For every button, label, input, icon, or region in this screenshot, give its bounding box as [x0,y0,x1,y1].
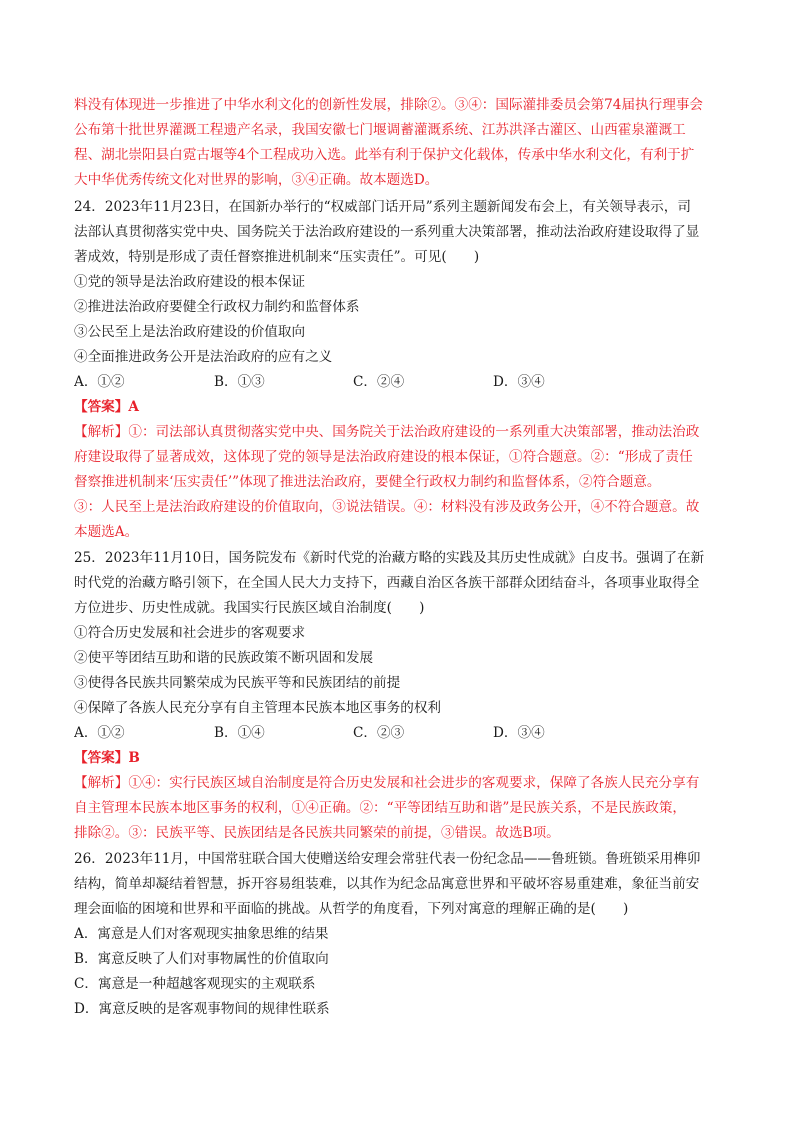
q25-stem-line: 时代党的治藏方略引领下，在全国人民大力支持下，西藏自治区各族干部群众团结奋斗，各项事业取得全 [74,575,700,591]
q24-option-d: D．③④ [493,374,545,390]
q24-stem-line: 法部认真贯彻落实党中央、国务院关于法治政府建设的一系列重大决策部署，推动法治政府建设取得了显 [74,224,700,240]
q25-analysis-line: 排除②。③：民族平等、民族团结是各民族共同繁荣的前提，③错误。故选B项。 [74,825,560,841]
prev-analysis-line: 大中华优秀传统文化对世界的影响，③④正确。故本题选D。 [74,172,439,188]
q25-statement: ③使得各民族共同繁荣成为民族平等和民族团结的前提 [74,675,401,691]
q24-stem-line: 著成效，特别是形成了责任督察推进机制来“压实责任”。可见( ) [74,249,480,265]
q25-analysis-line: 【解析】①④：实行民族区域自治制度是符合历史发展和社会进步的客观要求，保障了各族人民充分享有 [74,775,700,791]
q26-option-b: B．寓意反映了人们对事物属性的价值取向 [74,951,329,967]
prev-analysis-line: 公布第十批世界灌溉工程遗产名录，我国安徽七门堰调蓄灌溉系统、江苏洪泽古灌区、山西霍泉灌溉工 [74,122,686,138]
q25-option-a: A．①② [74,725,125,741]
q24-statement: ①党的领导是法治政府建设的根本保证 [74,274,306,290]
prev-analysis-line: 程、湖北崇阳县白霓古堰等4个工程成功入选。此举有利于保护文化载体，传承中华水利文化，有利于扩 [74,147,695,163]
q24-option-b: B．①③ [214,374,265,390]
q25-statement: ①符合历史发展和社会进步的客观要求 [74,625,306,641]
prev-analysis-line: 料没有体现进一步推进了中华水利文化的创新性发展，排除②。③④：国际灌排委员会第74届执行理事会 [74,97,704,113]
q25-statement: ②使平等团结互助和谐的民族政策不断巩固和发展 [74,650,374,666]
q24-option-a: A．①② [74,374,125,390]
q24-statement: ②推进法治政府要健全行政权力制约和监督体系 [74,299,360,315]
q24-statement: ③公民至上是法治政府建设的价值取向 [74,324,306,340]
q24-stem-line: 24．2023年11月23日，在国新办举行的“权威部门话开局”系列主题新闻发布会上，有关领导表示，司 [74,199,691,215]
q26-option-a: A．寓意是人们对客观现实抽象思维的结果 [74,926,329,942]
q25-stem-line: 25．2023年11月10日，国务院发布《新时代党的治藏方略的实践及其历史性成就》白皮书。强调了在新 [74,550,705,566]
q25-option-d: D．③④ [493,725,545,741]
q25-answer: 【答案】B [74,750,140,766]
q24-analysis-line: ③：人民至上是法治政府建设的价值取向，③说法错误。④：材料没有涉及政务公开，④不符合题意。故 [74,499,700,515]
q26-option-d: D．寓意反映的是客观事物间的规律性联系 [74,1001,330,1017]
q25-analysis-line: 自主管理本民族本地区事务的权利，①④正确。②：“平等团结互助和谐”是民族关系，不是民族政策， [74,800,687,816]
q25-options-row [74,723,726,745]
q24-analysis-line: 本题选A。 [74,524,139,540]
q26-option-c: C．寓意是一种超越客观现实的主观联系 [74,976,316,992]
q24-statement: ④全面推进政务公开是法治政府的应有之义 [74,349,333,365]
q24-analysis-line: 【解析】①：司法部认真贯彻落实党中央、国务院关于法治政府建设的一系列重大决策部署，推动法治政 [74,424,700,440]
q26-stem-line: 理会面临的困境和世界和平面临的挑战。从哲学的角度看，下列对寓意的理解正确的是( ) [74,901,629,917]
q25-statement: ④保障了各族人民充分享有自主管理本民族本地区事务的权利 [74,700,442,716]
q25-option-b: B．①④ [214,725,265,741]
q24-analysis-line: 府建设取得了显著成效，这体现了党的领导是法治政府建设的根本保证，①符合题意。②：“形成了责任 [74,449,693,465]
q24-answer: 【答案】A [74,399,139,415]
q24-analysis-line: 督察推进机制来‘压实责任’”体现了推进法治政府，要健全行政权力制约和监督体系，②符合题意。 [74,474,661,490]
q24-option-c: C．②④ [353,374,405,390]
q26-stem-line: 结构，简单却凝结着智慧，拆开容易组装难，以其作为纪念品寓意世界和平破坏容易重建难，象征当前安 [74,876,700,892]
q26-stem-line: 26．2023年11月，中国常驻联合国大使赠送给安理会常驻代表一份纪念品——鲁班锁。鲁班锁采用榫卯 [74,851,701,867]
q25-option-c: C．②③ [353,725,405,741]
q25-stem-line: 方位进步、历史性成就。我国实行民族区域自治制度( ) [74,600,425,616]
q24-options-row [74,372,726,394]
